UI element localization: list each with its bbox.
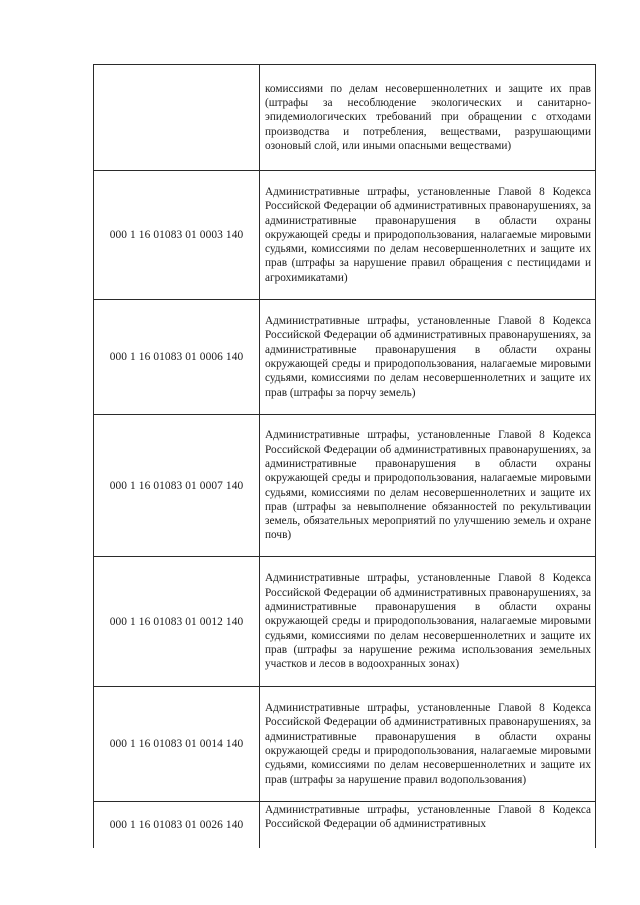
description-text: Административные штрафы, установленные Главой 8 Кодекса Российской Федерации об административных правонарушениях, за административные правонарушения в области охраны окружающей среды и природопользования, налагаемые мировыми судьями, комиссиями по делам несовершеннолетних и защите их прав (штрафы за невыполнение обязанностей по рекультивации земель, обязательных мероприятий по улучшению земель и охране почв) <box>265 429 591 542</box>
table-row <box>94 65 596 171</box>
description-text: комиссиями по делам несовершеннолетних и защите их прав (штрафы за несоблюдение экологических и санитарно-эпидемиологических требований при обращении с отходами производства и потребления, веществами, разрушающими озоновый слой, или иными опасными веществами) <box>265 82 591 152</box>
description-cell <box>260 65 596 171</box>
classification-code: 000 1 16 01083 01 0003 140 <box>94 171 260 300</box>
classification-code: 000 1 16 01083 01 0014 140 <box>94 687 260 802</box>
budget-classification-table <box>93 64 596 848</box>
table-row <box>94 557 596 687</box>
description-cell <box>260 687 596 802</box>
description-cell <box>260 171 596 300</box>
classification-code: 000 1 16 01083 01 0012 140 <box>94 557 260 687</box>
table-row <box>94 415 596 557</box>
description-cell <box>260 415 596 557</box>
description-text: Административные штрафы, установленные Главой 8 Кодекса Российской Федерации об административных правонарушениях, за административные правонарушения в области охраны окружающей среды и природопользования, налагаемые мировыми судьями, комиссиями по делам несовершеннолетних и защите их прав (штрафы за нарушение правил обращения с пестицидами и агрохимикатами) <box>265 185 591 284</box>
table-row <box>94 802 596 848</box>
description-text: Административные штрафы, установленные Главой 8 Кодекса Российской Федерации об административных <box>265 804 591 831</box>
classification-code: 000 1 16 01083 01 0006 140 <box>94 300 260 415</box>
description-cell <box>260 557 596 687</box>
classification-code: 000 1 16 01083 01 0026 140 <box>94 802 260 848</box>
description-text: Административные штрафы, установленные Главой 8 Кодекса Российской Федерации об административных правонарушениях, за административные правонарушения в области охраны окружающей среды и природопользования, налагаемые мировыми судьями, комиссиями по делам несовершеннолетних и защите их прав (штрафы за порчу земель) <box>265 315 591 399</box>
description-cell <box>260 802 596 848</box>
table-row <box>94 687 596 802</box>
description-text: Административные штрафы, установленные Главой 8 Кодекса Российской Федерации об административных правонарушениях, за административные правонарушения в области охраны окружающей среды и природопользования, налагаемые мировыми судьями, комиссиями по делам несовершеннолетних и защите их прав (штрафы за нарушение режима использования земельных участков и лесов в водоохранных зонах) <box>265 572 591 671</box>
table-row <box>94 300 596 415</box>
classification-code <box>94 65 260 171</box>
description-cell <box>260 300 596 415</box>
table-row <box>94 171 596 300</box>
description-text: Административные штрафы, установленные Главой 8 Кодекса Российской Федерации об административных правонарушениях, за административные правонарушения в области охраны окружающей среды и природопользования, налагаемые мировыми судьями, комиссиями по делам несовершеннолетних и защите их прав (штрафы за нарушение правил водопользования) <box>265 702 591 786</box>
classification-code: 000 1 16 01083 01 0007 140 <box>94 415 260 557</box>
